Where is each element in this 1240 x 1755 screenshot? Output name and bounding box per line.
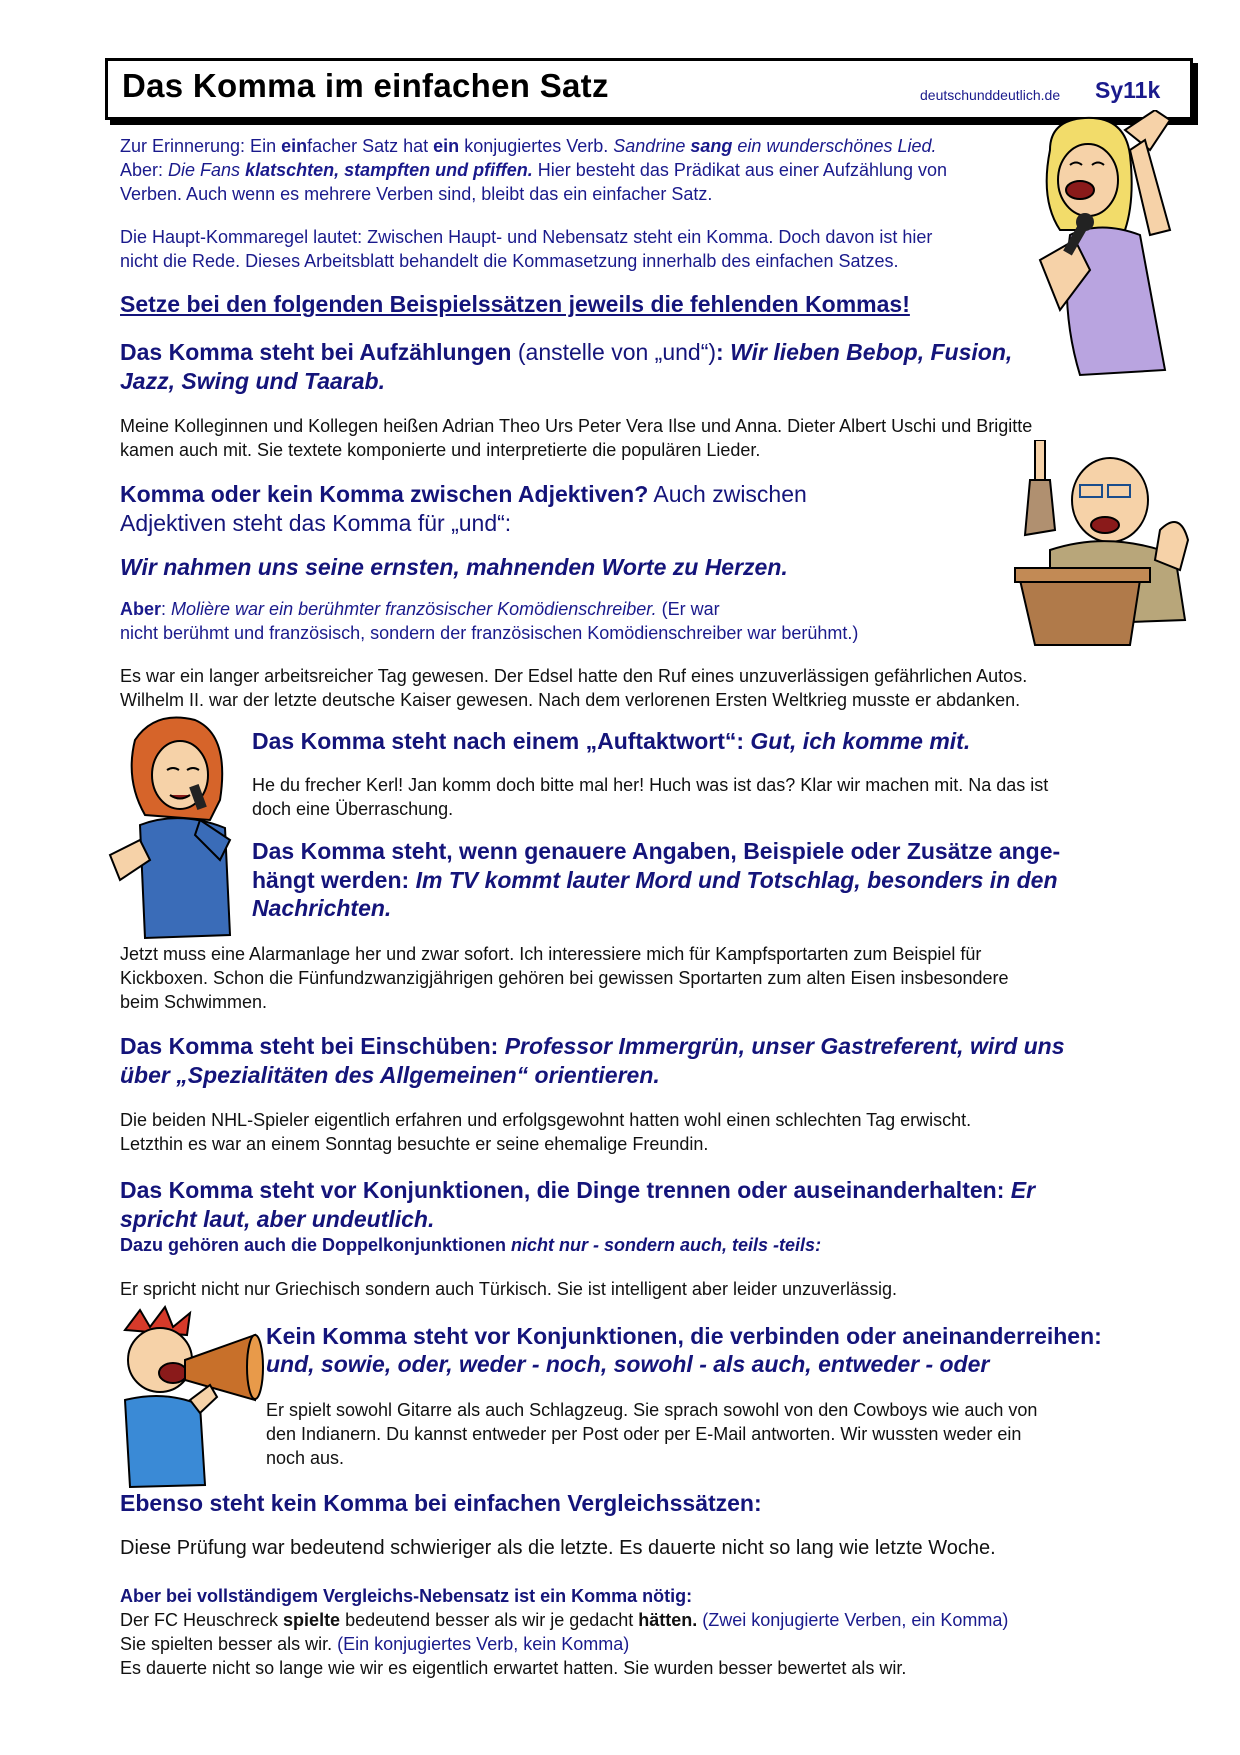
section-8-heading: Ebenso steht kein Komma bei einfachen Vergleichssätzen: <box>120 1490 762 1516</box>
section-8-example-1: Der FC Heuschreck spielte bedeutend besser als wir je gedacht hätten. (Zwei konjugierte Verben, ein Komma) <box>120 1610 1009 1630</box>
site-url: deutschunddeutlich.de <box>920 87 1061 103</box>
intro-line-2: Aber: Die Fans klatschten, stampften und pfiffen. Hier besteht das Prädikat aus einer Aufzählung von <box>120 160 948 180</box>
section-8-text-1: Diese Prüfung war bedeutend schwieriger als die letzte. Es dauerte nicht so lang wie letzte Woche. <box>120 1537 996 1559</box>
section-4-heading-3: Nachrichten. <box>252 895 392 921</box>
intro-line-3: Verben. Auch wenn es mehrere Verben sind, bleibt das ein einfacher Satz. <box>120 184 713 204</box>
worksheet-code: Sy11k <box>1095 77 1161 103</box>
rule-line-2: nicht die Rede. Dieses Arbeitsblatt behandelt die Kommasetzung innerhalb des einfachen Satzes. <box>120 251 899 271</box>
section-8-example-2: Sie spielten besser als wir. (Ein konjugiertes Verb, kein Komma) <box>120 1634 630 1654</box>
phone-girl-illustration <box>105 710 245 940</box>
section-3-heading: Das Komma steht nach einem „Auftaktwort“: Gut, ich komme mit. <box>252 728 971 754</box>
section-7-text-1: Er spielt sowohl Gitarre als auch Schlagzeug. Sie sprach sowohl von den Cowboys wie auch von <box>266 1400 1038 1420</box>
section-2-heading-2: Adjektiven steht das Komma für „und“: <box>120 510 512 536</box>
section-5-heading-1: Das Komma steht bei Einschüben: Professor Immergrün, unser Gastreferent, wird uns <box>120 1033 1065 1059</box>
section-6-subheading: Dazu gehören auch die Doppelkonjunktionen nicht nur - sondern auch, teils -teils: <box>120 1235 822 1255</box>
section-4-text-2: Kickboxen. Schon die Fünfundzwanzigjährigen gehören bei gewissen Sportarten zum alten Eisen insbesondere <box>120 968 1009 988</box>
section-6-heading-1: Das Komma steht vor Konjunktionen, die Dinge trennen oder auseinanderhalten: Er <box>120 1177 1036 1203</box>
section-1-text-1: Meine Kolleginnen und Kollegen heißen Adrian Theo Urs Peter Vera Ilse und Anna. Dieter Albert Uschi und Brigitte <box>120 416 1033 436</box>
section-5-text-1: Die beiden NHL-Spieler eigentlich erfahren und erfolgsgewohnt hatten wohl einen schlechten Tag erwischt. <box>120 1110 972 1130</box>
section-2-example: Wir nahmen uns seine ernsten, mahnenden Worte zu Herzen. <box>120 554 788 580</box>
section-1-text-2: kamen auch mit. Sie textete komponierte und interpretierte die populären Lieder. <box>120 440 761 460</box>
section-7-text-2: den Indianern. Du kannst entweder per Post oder per E-Mail antworten. Wir wussten weder ein <box>266 1424 1022 1444</box>
section-4-text-3: beim Schwimmen. <box>120 992 268 1012</box>
section-4-text-1: Jetzt muss eine Alarmanlage her und zwar sofort. Ich interessiere mich für Kampfsportarten zum Beispiel für <box>120 944 982 964</box>
section-4-heading-1: Das Komma steht, wenn genauere Angaben, Beispiele oder Zusätze ange- <box>252 838 1061 864</box>
section-7-text-3: noch aus. <box>266 1448 345 1468</box>
section-6-text-1: Er spricht nicht nur Griechisch sondern auch Türkisch. Sie ist intelligent aber leider unzuverlässig. <box>120 1279 898 1299</box>
rule-line-1: Die Haupt-Kommaregel lautet: Zwischen Haupt- und Nebensatz steht ein Komma. Doch davon ist hier <box>120 227 933 247</box>
section-2-aber-2: nicht berühmt und französisch, sondern der französischen Komödienschreiber war berühmt.) <box>120 623 859 643</box>
section-2-text-1: Es war ein langer arbeitsreicher Tag gewesen. Der Edsel hatte den Ruf eines unzuverlässigen gefährlichen Autos. <box>120 666 1028 686</box>
singer-illustration <box>1030 110 1210 385</box>
section-1-heading: Das Komma steht bei Aufzählungen (anstelle von „und“): Wir lieben Bebop, Fusion, <box>120 339 1013 365</box>
section-6-heading-2: spricht laut, aber undeutlich. <box>120 1206 435 1232</box>
section-5-text-2: Letzthin es war an einem Sonntag besuchte er seine ehemalige Freundin. <box>120 1134 709 1154</box>
section-7-heading-1: Kein Komma steht vor Konjunktionen, die verbinden oder aneinanderreihen: <box>266 1323 1102 1349</box>
section-5-heading-2: über „Spezialitäten des Allgemeinen“ orientieren. <box>120 1062 660 1088</box>
intro-line-1: Zur Erinnerung: Ein einfacher Satz hat ein konjugiertes Verb. Sandrine sang ein wunderschönes Lied. <box>120 136 937 156</box>
section-8-example-3: Es dauerte nicht so lange wie wir es eigentlich erwartet hatten. Sie wurden besser bewertet als wir. <box>120 1658 907 1678</box>
speaker-illustration <box>1010 440 1200 650</box>
section-1-example: Jazz, Swing und Taarab. <box>120 368 385 394</box>
section-2-aber-1: Aber: Molière war ein berühmter französischer Komödienschreiber. (Er war <box>120 599 720 619</box>
section-3-text-1: He du frecher Kerl! Jan komm doch bitte mal her! Huch was ist das? Klar wir machen mit. Na das ist <box>252 775 1049 795</box>
section-8-subheading: Aber bei vollständigem Vergleichs-Nebensatz ist ein Komma nötig: <box>120 1586 693 1606</box>
task-heading: Setze bei den folgenden Beispielssätzen jeweils die fehlenden Kommas! <box>120 291 910 317</box>
page-title: Das Komma im einfachen Satz <box>122 67 609 104</box>
section-7-heading-2: und, sowie, oder, weder - noch, sowohl - als auch, entweder - oder <box>266 1351 990 1377</box>
section-2-heading-1: Komma oder kein Komma zwischen Adjektiven? Auch zwischen <box>120 481 807 507</box>
section-3-text-2: doch eine Überraschung. <box>252 799 454 819</box>
megaphone-boy-illustration <box>105 1305 265 1490</box>
section-4-heading-2: hängt werden: Im TV kommt lauter Mord und Totschlag, besonders in den <box>252 867 1058 893</box>
section-2-text-2: Wilhelm II. war der letzte deutsche Kaiser gewesen. Nach dem verlorenen Ersten Weltkrieg musste er abdanken. <box>120 690 1021 710</box>
